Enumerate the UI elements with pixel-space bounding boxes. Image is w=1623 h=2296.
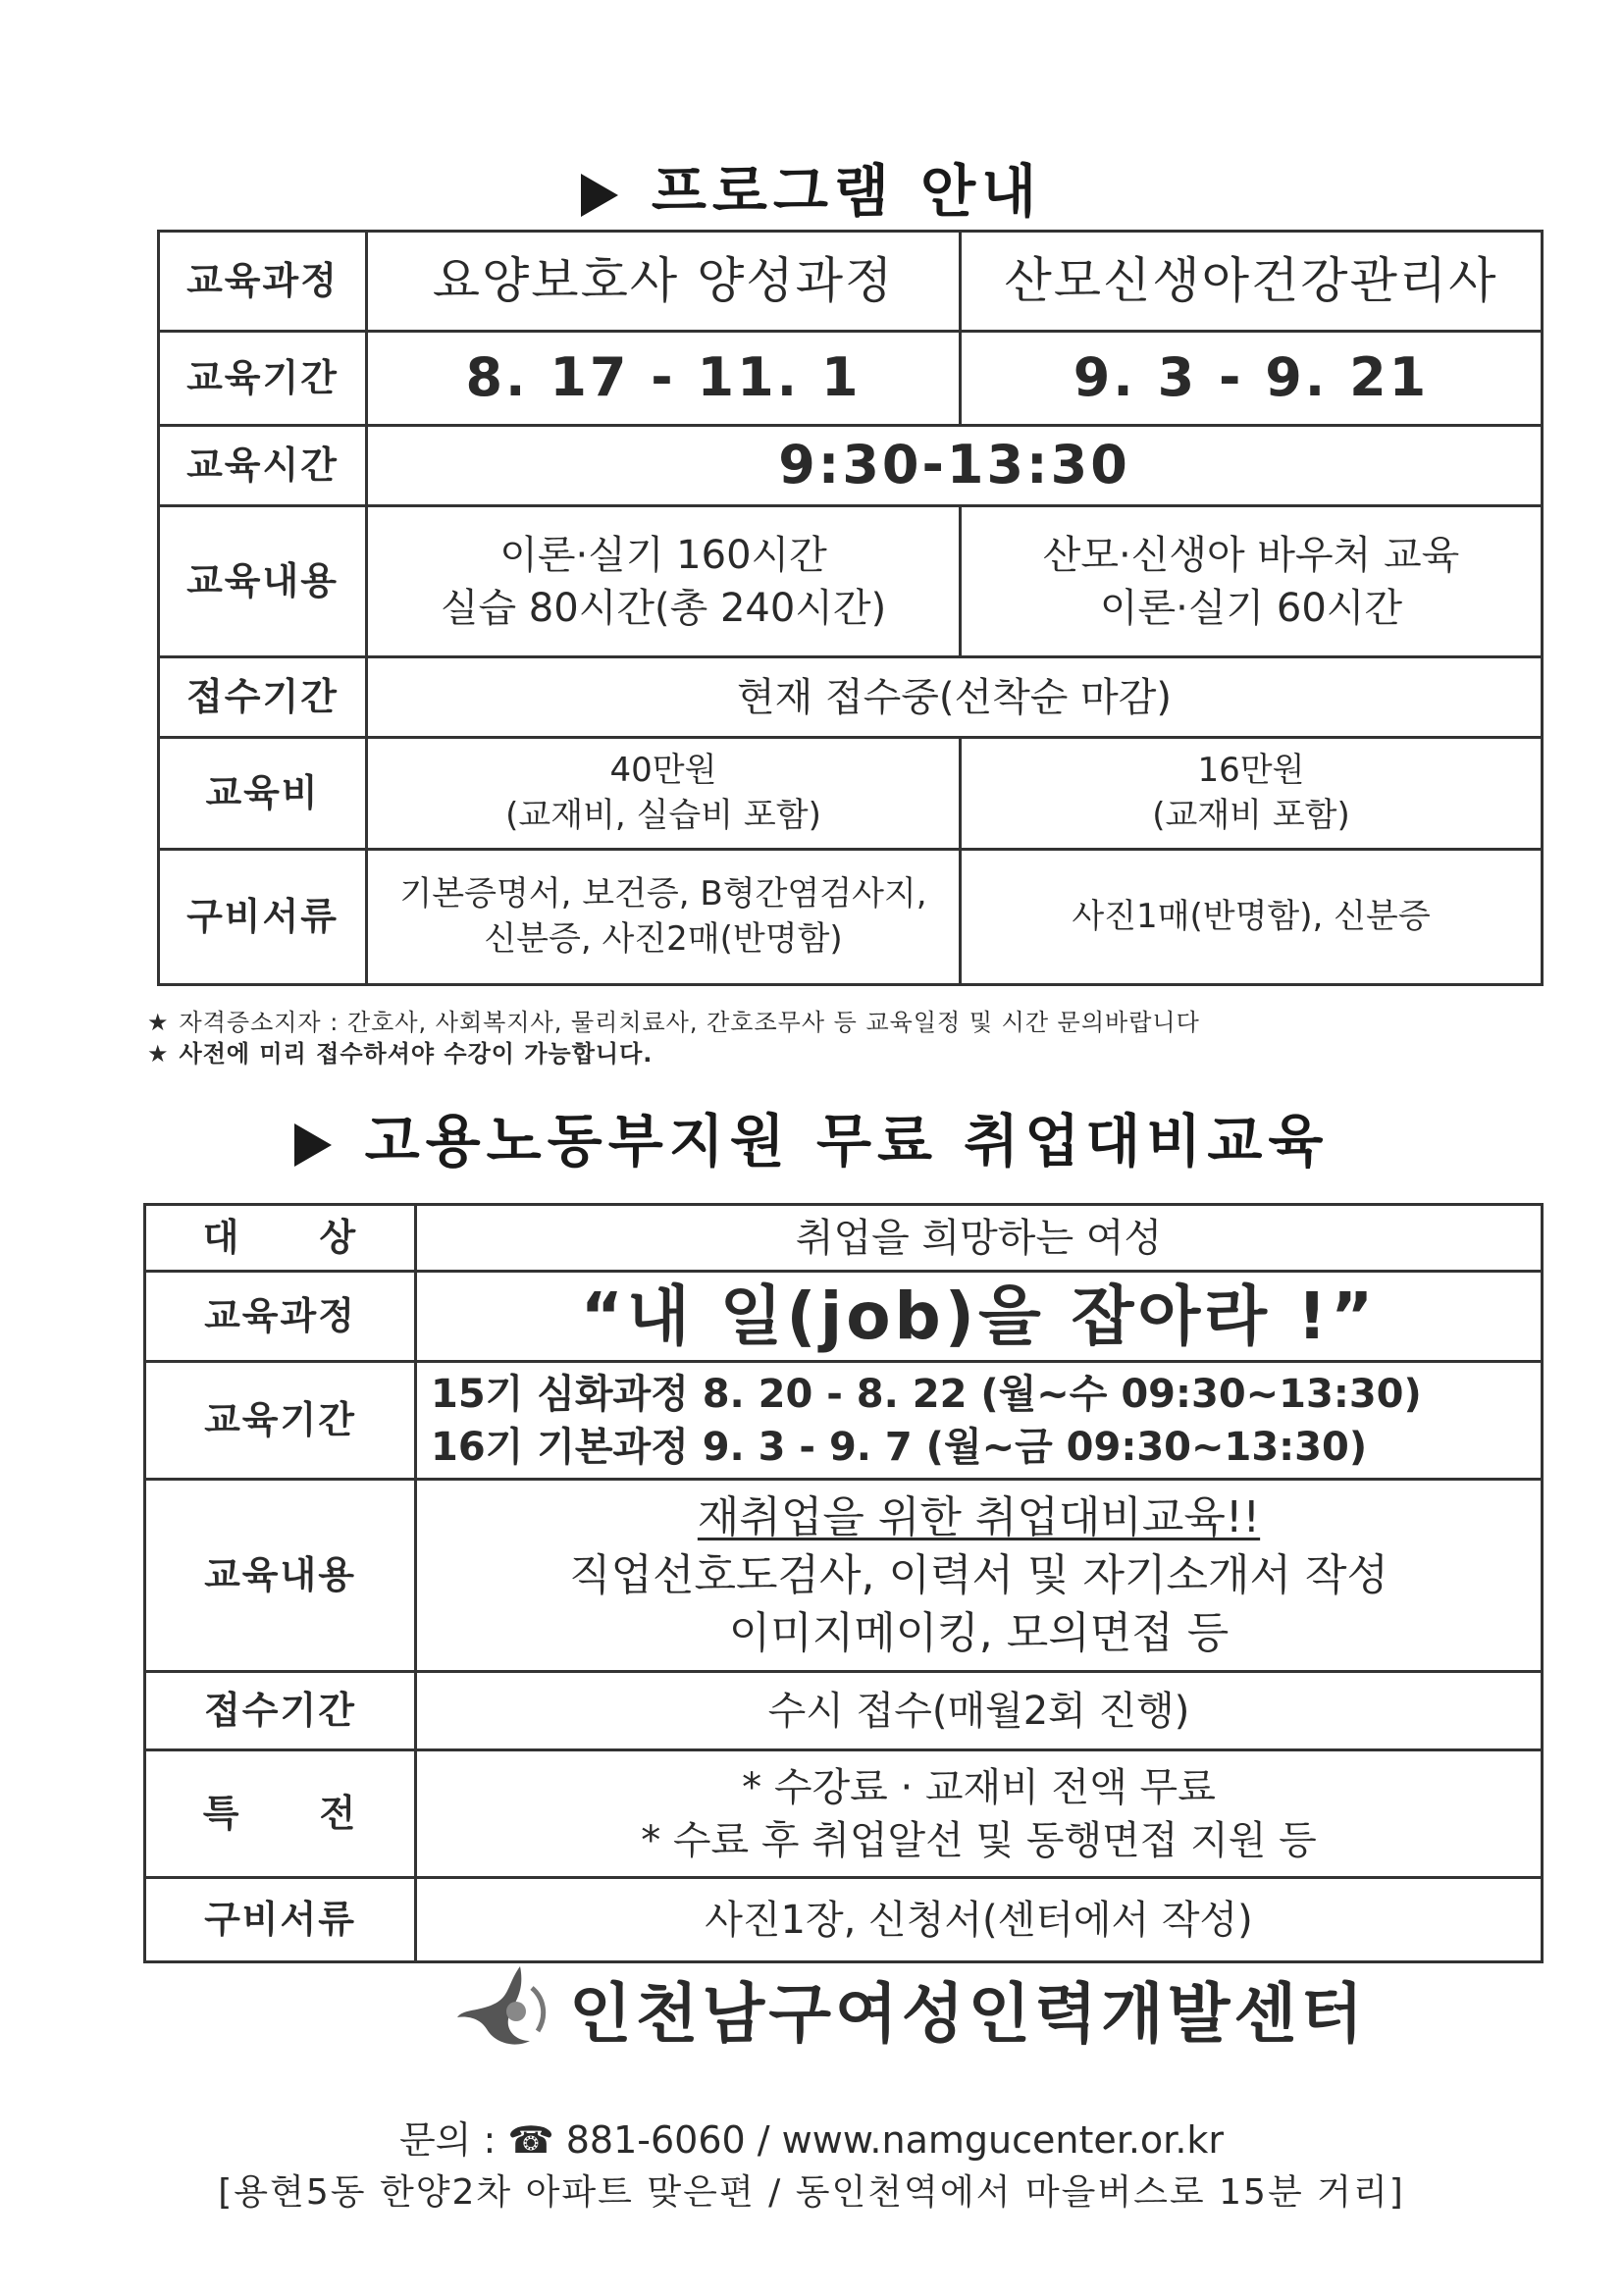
row-label: 접수기간 [145,1672,416,1750]
content-a: 이론·실기 160시간 실습 80시간(총 240시간) [367,506,961,657]
table-row [145,1272,1543,1362]
table-row [159,506,1543,657]
course: “내 일(job)을 잡아라 !” [416,1272,1543,1362]
notes [147,1007,1200,1070]
table-row [145,1362,1543,1480]
time: 9:30-13:30 [367,426,1543,506]
docs: 사진1장, 신청서(센터에서 작성) [416,1878,1543,1962]
table-row [145,1878,1543,1962]
program-table [157,230,1544,986]
table-row [159,850,1543,985]
docs-b: 사진1매(반명함), 신분증 [961,850,1543,985]
job-table [143,1203,1544,1963]
note-line: ★ 사전에 미리 접수하셔야 수강이 가능합니다. [147,1040,654,1068]
row-label: 교육과정 [145,1272,416,1362]
reception: 현재 접수중(선착순 마감) [367,657,1543,738]
content: 재취업을 위한 취업대비교육!! 직업선호도검사, 이력서 및 자기소개서 작성 이미지메이킹, 모의면접 등 [416,1480,1543,1672]
fee-a: 40만원 (교재비, 실습비 포함) [367,738,961,850]
period: 15기 심화과정 8. 20 - 8. 22 (월~수 09:30~13:30) 16기 기본과정 9. 3 - 9. 7 (월~금 09:30~13:30) [416,1362,1543,1480]
content-b: 산모·신생아 바우처 교육 이론·실기 60시간 [961,506,1543,657]
row-label: 교육과정 [159,232,367,332]
fee-b: 16만원 (교재비 포함) [961,738,1543,850]
center-logo-icon [451,1958,559,2057]
table-row [145,1672,1543,1750]
row-label: 교육기간 [159,332,367,426]
row-label: 특 전 [145,1750,416,1878]
period-a: 8. 17 - 11. 1 [367,332,961,426]
course-b: 산모신생아건강관리사 [961,232,1543,332]
target: 취업을 희망하는 여성 [416,1205,1543,1272]
row-label: 구비서류 [159,850,367,985]
row-label: 교육기간 [145,1362,416,1480]
job-section-title: 고용노동부지원 무료 취업대비교육 [0,1095,1623,1177]
table-row [145,1750,1543,1878]
row-label: 접수기간 [159,657,367,738]
contact-info: 문의 : ☎ 881-6060 / www.namgucenter.or.kr [398,2118,1225,2162]
star-icon: ★ [147,1040,170,1068]
table-row [159,426,1543,506]
course-a: 요양보호사 양성과정 [367,232,961,332]
table-row [159,232,1543,332]
table-row [159,738,1543,850]
note-line: ★ 자격증소지자 : 간호사, 사회복지사, 물리치료사, 간호조무사 등 교육일정 및 시간 문의바랍니다 [147,1009,1200,1036]
center-name: 인천남구여성인력개발센터 [451,1958,1367,2057]
period-b: 9. 3 - 9. 21 [961,332,1543,426]
program-section-title: 프로그램 안내 [0,145,1623,228]
row-label: 교육비 [159,738,367,850]
table-row [145,1480,1543,1672]
address: [용현5동 한양2차 아파트 맞은편 / 동인천역에서 마을버스로 15분 거리] [218,2172,1405,2213]
play-triangle-icon [294,1123,332,1167]
star-icon: ★ [147,1009,170,1036]
row-label: 교육내용 [145,1480,416,1672]
table-row [145,1205,1543,1272]
row-label: 교육내용 [159,506,367,657]
table-row [159,657,1543,738]
docs-a: 기본증명서, 보건증, B형간염검사지, 신분증, 사진2매(반명함) [367,850,961,985]
table-row [159,332,1543,426]
play-triangle-icon [581,174,618,217]
row-label: 구비서류 [145,1878,416,1962]
benefit: * 수강료 · 교재비 전액 무료 * 수료 후 취업알선 및 동행면접 지원 등 [416,1750,1543,1878]
reception: 수시 접수(매월2회 진행) [416,1672,1543,1750]
row-label: 교육시간 [159,426,367,506]
row-label: 대 상 [145,1205,416,1272]
